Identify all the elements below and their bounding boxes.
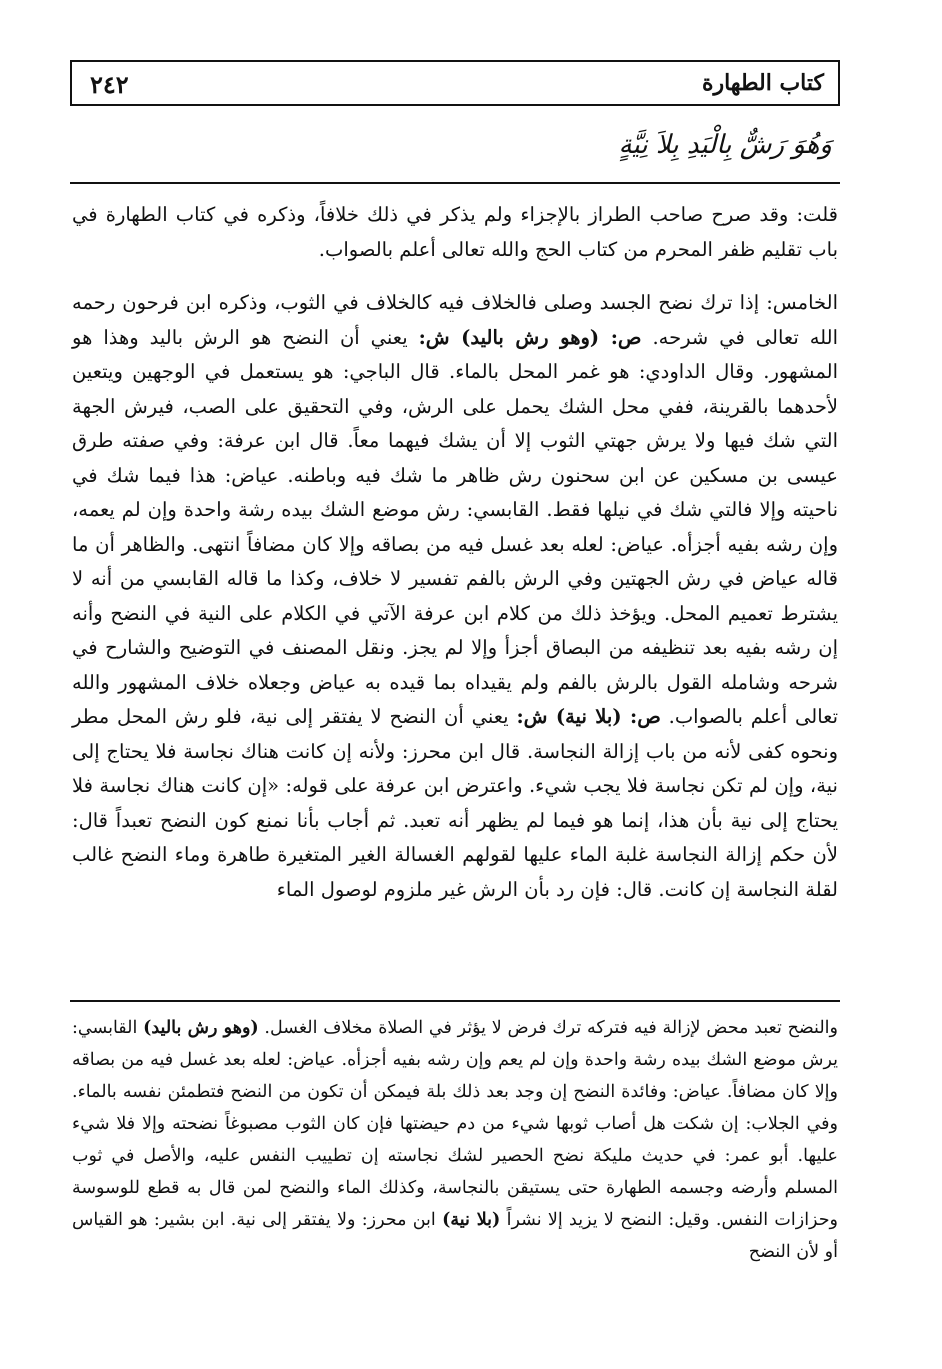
commentary-paragraph-1 [72,198,838,267]
footnote-text: ابن محرز: ولا يفتقر إلى نية. ابن بشير: هو القياس أو لأن النضح [72,1210,838,1262]
paragraph-text: قلت: وقد صرح صاحب الطراز بالإجزاء ولم يذكر في ذلك خلافاً، وذكره في كتاب الطهارة في باب تقليم ظفر المحرم من كتاب الحج والله تعالى أعلم بالصواب. [72,203,838,261]
paragraph-text: يعني أن النضح لا يفتقر إلى نية، فلو رش المحل مطر ونحوه كفى لأنه من باب إزالة النجاسة. قال ابن محرز: ولأنه إن كانت هناك نجاسة فلا يحتاج إلى نية، وإن لم تكن نجاسة فلا يجب شيء. واعترض ابن عرفة على قوله: «إن كانت هناك نجاسة فلا يحتاج إلى نية بأن هذا، إنما هو فيما لم يظهر أنه تعبد. ثم أجاب بأنا نمنع كون النضح تعبداً قال: لأن حكم إزالة النجاسة غلبة الماء عليها لقولهم الغسالة الغير المتغيرة طاهرة وماء النضح غالب لقلة النجاسة إن كانت. قال: فإن رد بأن الرش غير ملزوم لوصول الماء [72,705,838,901]
paragraph-text: الخامس: إذا ترك نضح الجسد وصلى فالخلاف فيه كالخلاف في الثوب، وذكره ابن فرحون رحمه الله تعالى في شرحه. [72,291,838,349]
paragraph-text: يعني أن النضح هو الرش باليد وهذا هو المشهور. وقال الداودي: هو غمر المحل بالماء. قال الباجي: هو يستعمل في الوجهين ويتعين لأحدهما بالقرينة، ففي محل الشك يحمل على الرش، وفي التحقيق على الصب، فيرش الجهة التي شك فيها ولا يرش جهتي الثوب إلا أن يشك فيهما معاً. قال ابن عرفة: وفي صفته طرق عيسى بن مسكين عن ابن سحنون رش ظاهر ما شك فيه وباطنه. عياض: هذا فيما شك في ناحيته وإلا فالتي شك في نيلها فقط. القابسي: رش موضع الشك بيده رشة واحدة وإن لم يعمه، وإن رشه بفيه أجزأه. عياض: لعله بعد غسل فيه من بصاقه وإلا كان مضافاً انتهى. والظاهر أن ما قاله عياض في رش الجهتين وفي الرش بالفم تفسير لا خلاف، وكذا ما قاله القابسي من أنه لا يشترط تعميم المحل. ويؤخذ ذلك من كلام ابن عرفة الآتي في الكلام على النية في النضح وأنه إن رشه بفيه بعد تنظيفه من البصاق أجزأ وإلا لم يجز. ونقل المصنف في التوضيح والشارح في شرحه وشامله القول بالرش بالفم ولم يقيداه بما قيده به عياض وجعلاه خلاف المشهور والله تعالى أعلم بالصواب. [72,325,839,728]
footnote-divider [70,1000,840,1002]
footnote-marker: (وهو رش باليد) [143,1018,259,1038]
verse-divider [70,182,840,184]
text-marker: ص: (وهو رش باليد) ش: [418,325,642,349]
main-text-verse: وَهُوَ رَشٌّ بِالْيَدِ بِلاَ نِيَّةٍ [618,130,832,160]
commentary-paragraph-2 [72,286,838,907]
footnote-block [72,1012,838,1268]
book-title: كتاب الطهارة [701,70,824,96]
page-header [70,60,840,106]
footnote-text: والنضح تعبد محض لإزالة فيه فتركه ترك فرض لا يؤثر في الصلاة مخلاف الغسل. [264,1018,838,1038]
text-marker: ص: (بلا نية) ش: [516,705,661,728]
page-number: ٢٤٢ [90,70,129,99]
footnote-text: القابسي: يرش موضع الشك بيده رشة واحدة وإن لم يعم وإن رشه بفيه أجزأه. عياض: لعله بعد غسل فيه من بصاقه وإلا كان مضافاً. عياض: وفائدة النضح إن وجد بعد ذلك بلة فيمكن أن تكون من النضح فتطمئن نفسه بالماء. وفي الجلاب: إن شكت هل أصاب ثوبها شيء من دم حيضتها فإن كان الثوب مصبوغاً نضحته وإلا فلا شيء عليها. أبو عمر: في حديث مليكة نضح الحصير لشك نجاسته إن تطييب النفس عليه، والأصل في ثوب المسلم وأرضه وجسمه الطهارة حتى يستيقن بالنجاسة، وكذلك الماء والنضح لمن قال به قطع للوسوسة وحزازات النفس. وقيل: النضح لا يزيد إلا نشراً [72,1018,838,1230]
footnote-marker: (بلا نية) [442,1210,501,1230]
